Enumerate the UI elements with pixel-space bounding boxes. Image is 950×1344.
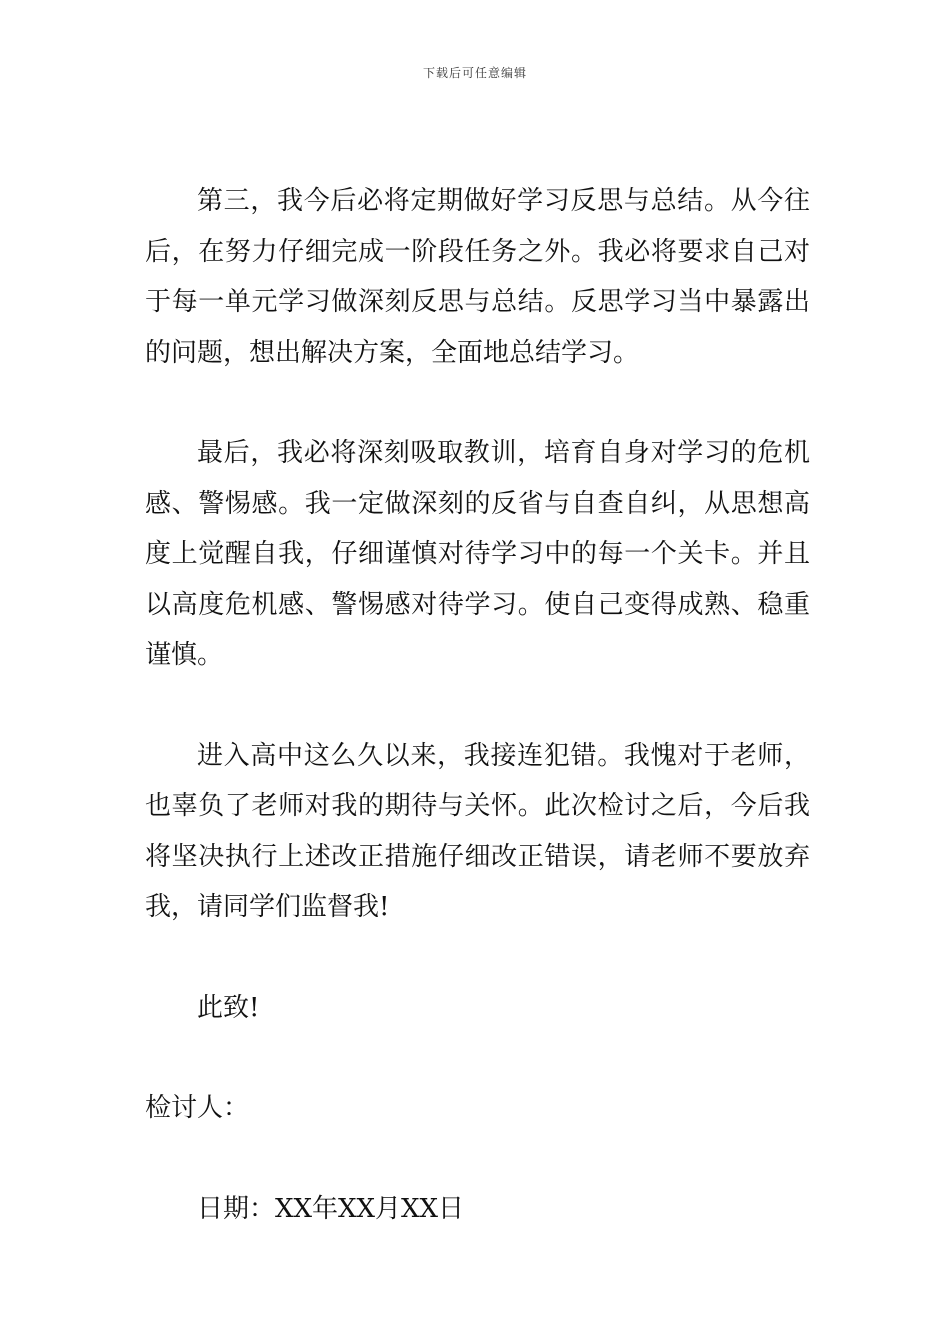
paragraph-third: 第三，我今后必将定期做好学习反思与总结。从今往后，在努力仔细完成一阶段任务之外。我必将要求自己对于每一单元学习做深刻反思与总结。反思学习当中暴露出的问题，想出解决方案，全面地总结学习。: [145, 186, 810, 368]
paragraph-apology: 进入高中这么久以来，我接连犯错。我愧对于老师，也辜负了老师对我的期待与关怀。此次检讨之后，今后我将坚决执行上述改正措施仔细改正错误，请老师不要放弃我，请同学们监督我!: [145, 740, 810, 922]
page-header: 下载后可任意编辑: [422, 66, 527, 80]
signer-label: 检讨人：: [145, 1093, 250, 1123]
closing-salutation: 此致!: [197, 992, 260, 1023]
date-line: 日期：XX年XX月XX日: [197, 1193, 465, 1224]
document-body: [145, 176, 810, 1234]
paragraph-finally: 最后，我必将深刻吸取教训，培育自身对学习的危机感、警惕感。我一定做深刻的反省与自查自纠，从思想高度上觉醒自我，仔细谨慎对待学习中的每一个关卡。并且以高度危机感、警惕感对待学习。使自己变得成熟、稳重谨慎。: [145, 438, 810, 670]
